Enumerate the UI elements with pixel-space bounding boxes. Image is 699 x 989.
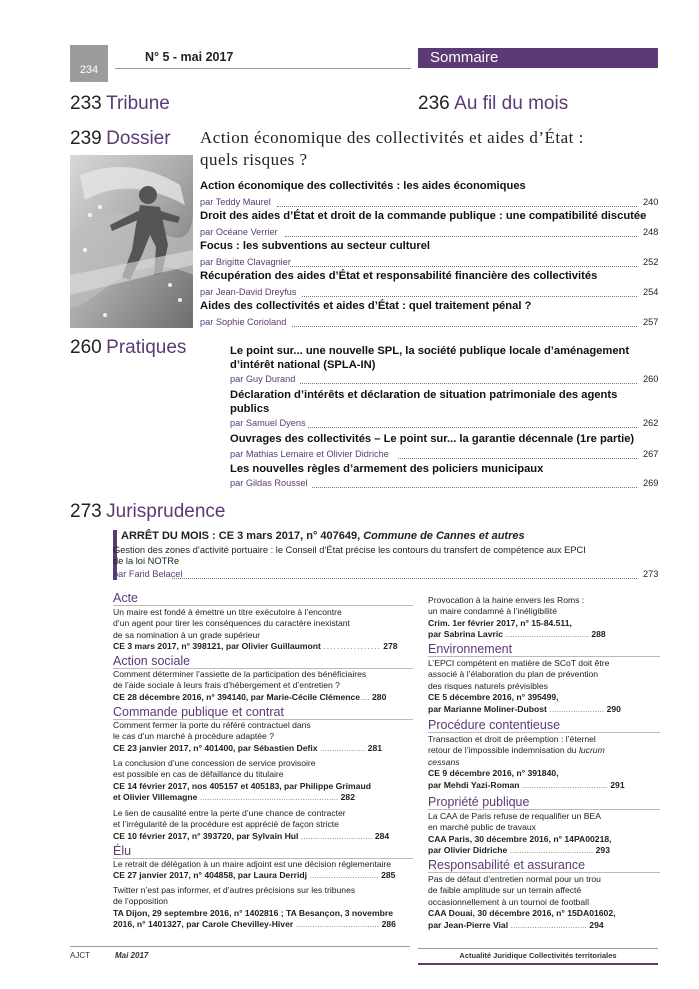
category-acte: Acte xyxy=(113,591,139,605)
pratiques-article-title[interactable]: Déclaration d’intérêts et déclaration de situation patrimoniale des agents xyxy=(230,389,618,401)
leader-dots: .......................................................... xyxy=(199,792,339,803)
page-ref: 290 xyxy=(606,703,621,714)
section-pratiques[interactable] xyxy=(70,337,186,359)
entry-text: Le retrait de délégation à un maire adjoint est une décision réglementaire xyxy=(113,859,392,869)
leader-dots xyxy=(308,427,637,428)
page-ref: 294 xyxy=(589,919,604,930)
entry-propriete[interactable] xyxy=(428,811,660,857)
pratiques-article-title[interactable]: Ouvrages des collectivités – Le point sur... la garantie décennale (1re partie) xyxy=(230,433,635,445)
entry-commande-b[interactable] xyxy=(113,758,413,804)
category-environnement: Environnement xyxy=(428,642,513,656)
page-ref: 240 xyxy=(643,197,659,207)
section-title: Jurisprudence xyxy=(106,501,226,522)
page-ref: 291 xyxy=(610,779,625,790)
entry-elu-a[interactable] xyxy=(113,859,413,882)
leader-dots xyxy=(312,487,637,488)
page-ref: 278 xyxy=(383,641,398,652)
entry-author: par Marianne Moliner-Dubost xyxy=(428,703,547,714)
dossier-article-author: par Océane Verrier xyxy=(200,227,278,237)
page-ref: 281 xyxy=(367,742,383,753)
pratiques-article-author: par Samuel Dyens xyxy=(230,418,306,428)
arret-desc-line1: Gestion des zones d’activité portuaire : le Conseil d’État précise les contours du transfert de compétence aux EPCI xyxy=(113,545,586,555)
pratiques-article-title[interactable]: Les nouvelles règles d’armement des policiers municipaux xyxy=(230,463,544,475)
footer-journal: AJCT xyxy=(70,951,90,960)
pratiques-article-title-cont: publics xyxy=(230,403,270,415)
leader-dots: ............................. xyxy=(309,870,379,881)
entry-text: de l’opposition xyxy=(113,896,168,907)
category-rule xyxy=(428,872,660,873)
dossier-heading-line2: quels risques ? xyxy=(200,150,308,169)
arret-du-mois[interactable] xyxy=(121,530,525,542)
entry-ref: CAA Paris, 30 décembre 2016, n° 14PA00218, xyxy=(428,833,612,844)
entry-text: de l’aide sociale à leurs frais d’hébergement et d’entretien ? xyxy=(113,680,340,691)
page-ref: 288 xyxy=(591,629,606,640)
footer-date: Mai 2017 xyxy=(115,951,149,960)
pratiques-article-author: par Gildas Roussel xyxy=(230,478,308,488)
section-dossier[interactable] xyxy=(70,128,171,150)
arret-case: Commune de Cannes et autres xyxy=(363,530,525,542)
entry-ref: CE 9 décembre 2016, n° 391840, xyxy=(428,768,559,779)
businessman-flag-illustration xyxy=(70,155,193,328)
leader-dots: ................................... xyxy=(509,845,594,856)
pratiques-article-author: par Guy Durand xyxy=(230,374,296,384)
entry-author: par Jean-Pierre Vial xyxy=(428,919,509,930)
section-number: 233 xyxy=(70,93,102,114)
category-rule xyxy=(428,732,660,733)
entry-environnement[interactable] xyxy=(428,658,660,715)
issue-label: N° 5 - mai 2017 xyxy=(145,50,234,64)
dossier-article-author: par Teddy Maurel xyxy=(200,197,271,207)
entry-text: Comment déterminer l’assiette de la participation des bénéficiaires xyxy=(113,669,367,679)
section-fil-du-mois[interactable] xyxy=(418,93,568,115)
leader-dots xyxy=(277,206,637,207)
header-rule xyxy=(115,68,411,69)
entry-provocation[interactable] xyxy=(428,595,660,641)
entry-elu-b[interactable] xyxy=(113,885,413,931)
sommaire-banner: Sommaire xyxy=(418,48,658,68)
entry-text: retour de l’impossible indemnisation du xyxy=(428,745,577,756)
entry-ref: CE 23 janvier 2017, n° 401400, par Sébastien Defix xyxy=(113,742,318,753)
arret-description xyxy=(113,545,653,567)
entry-text-italic: lucrum xyxy=(578,745,605,756)
section-title: Au fil du mois xyxy=(454,93,569,114)
entry-ref: CE 28 décembre 2016, n° 394140, par Marie-Cécile Clémence xyxy=(113,691,361,702)
entry-text: occasionnellement à un tournoi de football xyxy=(428,896,590,907)
entry-text: de faible amplitude sur un terrain affecté xyxy=(428,885,582,896)
entry-ref: CE 27 janvier 2017, n° 404858, par Laura Derridj xyxy=(113,870,308,881)
entry-text: est possible en cas de défaillance du titulaire xyxy=(113,769,284,780)
leader-dots: .............................. xyxy=(300,830,373,841)
page-ref: 285 xyxy=(381,870,396,881)
entry-procedure[interactable] xyxy=(428,734,660,791)
pratiques-article-title[interactable]: Le point sur... une nouvelle SPL, la société publique locale d’aménagement xyxy=(230,345,630,357)
entry-text: La CAA de Paris refuse de requalifier un BEA xyxy=(428,811,601,821)
entry-text: des risques naturels prévisibles xyxy=(428,680,548,691)
entry-commande-c[interactable] xyxy=(113,808,413,842)
leader-dots xyxy=(172,578,637,579)
section-tribune[interactable] xyxy=(70,93,170,115)
page-ref: 248 xyxy=(643,227,659,237)
dossier-article-title[interactable]: Récupération des aides d’État et responsabilité financière des collectivités xyxy=(200,270,598,282)
section-title: Pratiques xyxy=(106,337,187,358)
leader-dots: ................. xyxy=(323,641,381,652)
entry-ref: et Olivier Villemagne xyxy=(113,792,198,803)
leader-dots: ....................... xyxy=(549,703,605,714)
dossier-article-author: par Jean-David Dreyfus xyxy=(200,287,297,297)
category-action-sociale: Action sociale xyxy=(113,654,191,668)
category-rule xyxy=(113,605,413,606)
entry-text: et l’irrégularité de la procédure est apprécié de façon stricte xyxy=(113,819,339,830)
dossier-article-title[interactable]: Focus : les subventions au secteur culturel xyxy=(200,240,431,252)
entry-responsabilite[interactable] xyxy=(428,874,660,931)
dossier-article-title[interactable]: Droit des aides d’État et droit de la commande publique : une compatibilité discutée xyxy=(200,210,647,222)
leader-dots: ................... xyxy=(319,742,366,753)
page-ref: 280 xyxy=(372,691,387,702)
entry-ref: 2016, n° 1401327, par Carole Chevilley-Hiver xyxy=(113,919,294,930)
page-ref: 267 xyxy=(643,449,659,459)
arret-desc-line2: de la loi NOTRe xyxy=(113,556,180,566)
leader-dots xyxy=(302,296,637,297)
entry-text: Comment fermer la porte du référé contractuel dans xyxy=(113,720,311,730)
entry-commande-a[interactable] xyxy=(113,720,413,754)
entry-text-italic: cessans xyxy=(428,756,460,767)
category-rule xyxy=(428,656,660,657)
entry-ref: TA Dijon, 29 septembre 2016, n° 1402816 ; TA Besançon, 3 novembre xyxy=(113,907,393,918)
entry-ref: CE 3 mars 2017, n° 398121, par Olivier Guillaumont xyxy=(113,641,321,652)
section-number: 273 xyxy=(70,501,102,522)
dossier-article-title[interactable]: Action économique des collectivités : les aides économiques xyxy=(200,180,526,192)
pratiques-article-title-cont: d’intérêt national (SPLA-IN) xyxy=(230,359,376,371)
category-commande-publique: Commande publique et contrat xyxy=(113,705,284,719)
section-number: 260 xyxy=(70,337,102,358)
page-ref: 293 xyxy=(595,845,610,856)
leader-dots: ................................... xyxy=(295,919,380,930)
page-ref: 269 xyxy=(643,478,659,488)
entry-text: Transaction et droit de préemption : l’éternel xyxy=(428,734,596,744)
page-ref: 284 xyxy=(374,830,390,841)
page-ref: 257 xyxy=(643,317,659,327)
section-title: Tribune xyxy=(106,93,170,114)
entry-text: associé à l’élaboration du plan de prévention xyxy=(428,669,599,680)
section-number: 239 xyxy=(70,128,102,149)
entry-ref: CE 5 décembre 2016, n° 395499, xyxy=(428,692,559,703)
entry-acte[interactable] xyxy=(113,607,413,653)
dossier-article-author: par Brigitte Clavagnier xyxy=(200,257,291,267)
page-ref: 254 xyxy=(643,287,659,297)
entry-text: d’un agent pour tirer les conséquences du caractère inexistant xyxy=(113,618,350,629)
page-ref: 252 xyxy=(643,257,659,267)
page-ref: 260 xyxy=(643,374,659,384)
entry-author: par Mehdi Yazi-Roman xyxy=(428,779,520,790)
entry-text: Provocation à la haine envers les Roms : xyxy=(428,595,585,605)
leader-dots: ................................... xyxy=(505,629,589,640)
leader-dots xyxy=(292,326,637,327)
page-number-box xyxy=(70,45,108,82)
entry-text: un maire condamné à l’inéligibilité xyxy=(428,606,557,617)
category-propriete-publique: Propriété publique xyxy=(428,795,530,809)
footer-rule xyxy=(70,946,410,947)
leader-dots xyxy=(290,266,637,267)
dossier-illustration xyxy=(70,155,193,328)
page-ref: 282 xyxy=(340,792,355,803)
section-title: Dossier xyxy=(106,128,171,149)
leader-dots: .... xyxy=(360,691,370,702)
leader-dots: ................................ xyxy=(510,919,587,930)
entry-text: Un maire est fondé à émettre un titre exécutoire à l’encontre xyxy=(113,607,342,617)
category-rule xyxy=(428,809,660,810)
leader-dots: .................................... xyxy=(521,779,608,790)
footer-publication: Actualité Juridique Collectivités territoriales xyxy=(418,948,658,965)
entry-text: Twitter n’est pas informer, et d’autres précisions sur les tribunes xyxy=(113,885,356,895)
dossier-article-title[interactable]: Aides des collectivités et aides d’État : quel traitement pénal ? xyxy=(200,300,532,312)
entry-text: Pas de défaut d’entretien normal pour un trou xyxy=(428,874,601,884)
dossier-article-author: par Sophie Corioland xyxy=(200,317,287,327)
leader-dots xyxy=(398,458,637,459)
entry-text: Le lien de causalité entre la perte d’une chance de contracter xyxy=(113,808,346,818)
leader-dots xyxy=(300,383,637,384)
page-ref: 286 xyxy=(381,919,396,930)
entry-text: de sa nomination à un grade supérieur xyxy=(113,629,261,640)
page-number: 234 xyxy=(79,64,99,76)
leader-dots xyxy=(285,236,637,237)
entry-ref: CE 14 février 2017, nos 405157 et 405183, par Philippe Grimaud xyxy=(113,780,371,791)
entry-text: La conclusion d’une concession de service provisoire xyxy=(113,758,316,768)
entry-author: par Olivier Didriche xyxy=(428,845,508,856)
arret-author: par Farid Belacel xyxy=(113,569,183,579)
entry-author: par Sabrina Lavric xyxy=(428,629,503,640)
page-ref: 262 xyxy=(643,418,659,428)
dossier-heading-line1: Action économique des collectivités et aides d’État : xyxy=(200,128,584,147)
section-jurisprudence[interactable] xyxy=(70,501,226,523)
category-responsabilite: Responsabilité et assurance xyxy=(428,858,586,872)
category-procedure-contentieuse: Procédure contentieuse xyxy=(428,718,561,732)
entry-text: L’EPCI compétent en matière de SCoT doit être xyxy=(428,658,610,668)
section-number: 236 xyxy=(418,93,450,114)
entry-text: le cas d’un marché à procédure adaptée ? xyxy=(113,731,274,742)
entry-ref: CAA Douai, 30 décembre 2016, n° 15DA01602, xyxy=(428,908,616,919)
entry-text: en marché public de travaux xyxy=(428,822,536,833)
pratiques-article-author: par Mathias Lemaire et Olivier Didriche xyxy=(230,449,389,459)
arret-label: ARRÊT DU MOIS : CE 3 mars 2017, n° 407649, xyxy=(121,530,361,542)
entry-action-sociale[interactable] xyxy=(113,669,413,703)
entry-ref: CE 10 février 2017, n° 393720, par Sylvain Hul xyxy=(113,830,299,841)
page-ref: 273 xyxy=(643,569,659,579)
entry-ref: Crim. 1er février 2017, n° 15-84.511, xyxy=(428,617,572,628)
category-elu: Élu xyxy=(113,844,132,858)
